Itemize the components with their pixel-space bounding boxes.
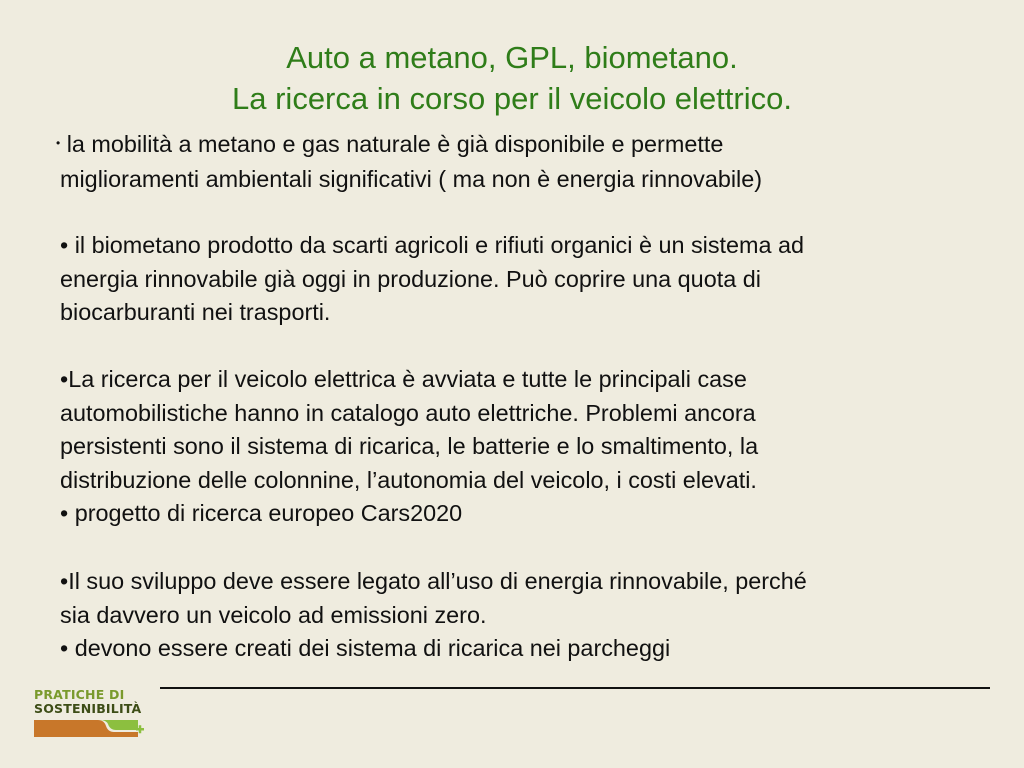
paragraph-metano-line-1 [56,128,1000,163]
slide-title [0,37,1024,119]
paragraph-sviluppo [60,565,1000,666]
logo-swoosh-icon [30,686,150,740]
paragraph-metano-line-2: miglioramenti ambientali significativi ( ma non è energia rinnovabile) [60,165,763,192]
pratiche-di-sostenibilita-logo [30,686,150,740]
paragraph-sviluppo-line-3: • devono essere creati dei sistema di ricarica nei parcheggi [60,635,671,661]
paragraph-veicolo-elettrico-line-3: persistenti sono il sistema di ricarica, le batterie e lo smaltimento, la [60,433,759,459]
slide-title-line-2: La ricerca in corso per il veicolo elettrico. [232,81,792,116]
paragraph-veicolo-elettrico-line-4: distribuzione delle colonnine, l’autonomia del veicolo, i costi elevati. [60,466,757,493]
paragraph-veicolo-elettrico-line-5: • progetto di ricerca europeo Cars2020 [60,500,463,526]
paragraph-biometano-line-2: energia rinnovabile già oggi in produzione. Può coprire una quota di [60,265,761,292]
logo-text-line-1: PRATICHE DI [34,687,125,702]
paragraph-veicolo-elettrico-line-1: •La ricerca per il veicolo elettrica è avviata e tutte le principali case [60,366,747,392]
footer-divider [160,687,990,689]
paragraph-metano-line-1-text: la mobilità a metano e gas naturale è già disponibile e permette [60,131,724,157]
paragraph-metano [56,128,1000,196]
paragraph-biometano-line-1: • il biometano prodotto da scarti agricoli e rifiuti organici è un sistema ad [60,232,805,258]
paragraph-biometano [60,229,1000,330]
paragraph-veicolo-elettrico [60,363,1000,531]
paragraph-biometano-line-3: biocarburanti nei trasporti. [60,299,331,325]
logo-text-line-2: SOSTENIBILITÀ [34,701,142,716]
small-bullet-icon: • [56,136,61,151]
paragraph-sviluppo-line-2: sia davvero un veicolo ad emissioni zero. [60,601,487,628]
paragraph-veicolo-elettrico-line-2: automobilistiche hanno in catalogo auto elettriche. Problemi ancora [60,399,756,426]
slide-title-line-1: Auto a metano, GPL, biometano. [286,40,738,75]
paragraph-sviluppo-line-1: •Il suo sviluppo deve essere legato all’uso di energia rinnovabile, perché [60,568,807,594]
